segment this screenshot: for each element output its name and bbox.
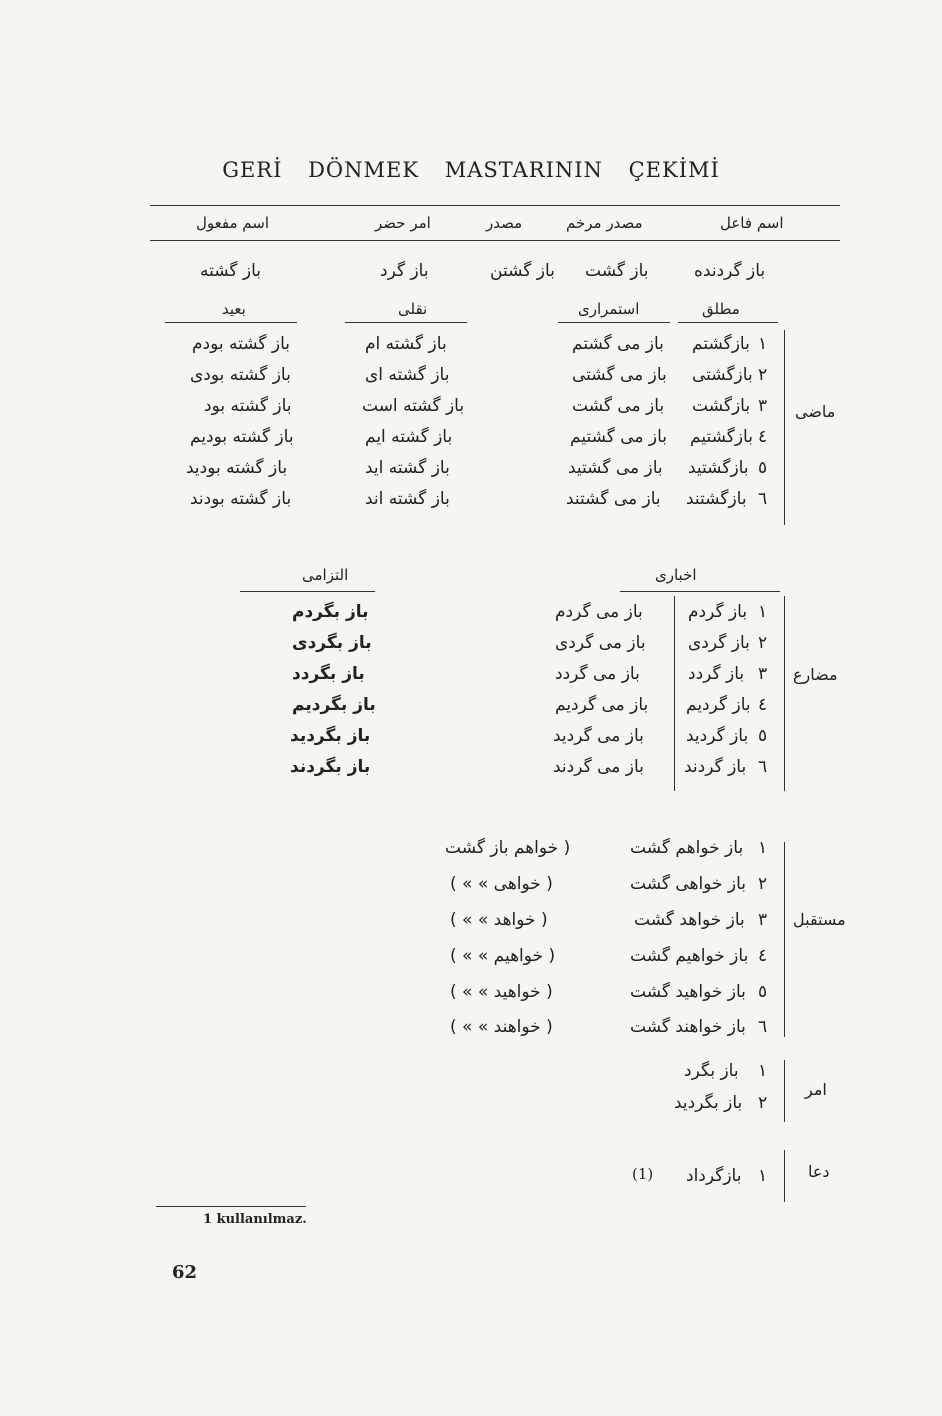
mudari-a-cell: باز گردی: [688, 633, 750, 653]
header-ism-fail: اسم فاعل: [720, 214, 784, 232]
mustaqbal-a-cell: باز خواهند گشت: [630, 1017, 746, 1037]
madi-baid-cell: باز گشته بودید: [186, 458, 288, 478]
mudari-b-cell: باز می گردد: [555, 664, 640, 684]
mudari-c-cell: باز بگردد: [292, 664, 365, 684]
header-masdar: مصدر: [486, 214, 523, 232]
madi-mutlaq-cell: بازگشتی: [692, 365, 753, 385]
dua-label: دعا: [808, 1162, 830, 1181]
madi-naqli-cell: باز گشته اند: [365, 489, 450, 509]
mudari-a-cell: باز گردید: [686, 726, 749, 746]
mudari-b-cell: باز می گردید: [553, 726, 644, 746]
mustaqbal-bracket: [784, 842, 785, 1037]
mudari-inner-rule: [674, 596, 675, 791]
madi-istimrari-cell: باز می گشت: [572, 396, 665, 416]
mudari-c-cell: باز بگردید: [290, 726, 371, 746]
mustaqbal-b-cell: ( خواهم باز گشت: [445, 838, 571, 858]
mustaqbal-b-cell: ( خواهید » » ): [450, 982, 553, 1002]
page-title: GERİ DÖNMEK MASTARININ ÇEKİMİ: [222, 158, 720, 182]
mudari-c-cell: باز بگردیم: [292, 695, 376, 715]
form-amr-hazir: باز گرد: [380, 261, 429, 281]
mudari-row-number: ۱: [758, 602, 768, 622]
mudari-c-cell: باز بگردند: [290, 757, 371, 777]
mudari-a-cell: باز گردد: [688, 664, 745, 684]
mustaqbal-row-number: ۲: [758, 874, 768, 894]
madi-mutlaq-cell: بازگشتند: [686, 489, 747, 509]
dua-bracket: [784, 1150, 785, 1202]
dua-footnote-ref: (1): [632, 1165, 654, 1183]
header-amr-hazir: امر حضر: [375, 214, 431, 232]
dua-row-number: ۱: [758, 1166, 768, 1186]
footnote: 1 kullanılmaz.: [203, 1212, 307, 1227]
mudari-b-cell: باز می گردند: [553, 757, 644, 777]
madi-baid-cell: باز گشته بودند: [190, 489, 292, 509]
mudari-a-cell: باز گردیم: [686, 695, 751, 715]
madi-col-baid: بعید: [222, 300, 246, 318]
header-bottom-rule: [150, 240, 840, 241]
madi-naqli-cell: باز گشته ایم: [365, 427, 453, 447]
amr-a-cell: باز بگرد: [684, 1061, 739, 1081]
mudari-ikhbari-rule: [620, 591, 780, 592]
mudari-iltizami-rule: [240, 591, 375, 592]
mustaqbal-row-number: ٥: [758, 982, 768, 1002]
mudari-row-number: ۳: [758, 664, 768, 684]
madi-istimrari-cell: باز می گشتم: [572, 334, 664, 354]
mustaqbal-b-cell: ( خواهی » » ): [450, 874, 553, 894]
mudari-b-cell: باز می گردی: [555, 633, 646, 653]
madi-label: ماضی: [795, 402, 836, 421]
mustaqbal-row-number: ٤: [758, 946, 768, 966]
madi-istimrari-rule: [558, 322, 670, 323]
madi-istimrari-cell: باز می گشتند: [566, 489, 661, 509]
footnote-rule: [156, 1206, 306, 1207]
madi-row-number: ۳: [758, 396, 768, 416]
form-masdar: باز گشتن: [490, 261, 555, 281]
mustaqbal-a-cell: باز خواهم گشت: [630, 838, 744, 858]
mudari-label: مضارع: [793, 665, 838, 684]
mudari-row-number: ۲: [758, 633, 768, 653]
amr-a-cell: باز بگردید: [674, 1093, 743, 1113]
mustaqbal-b-cell: ( خواهد » » ): [450, 910, 548, 930]
mustaqbal-b-cell: ( خواهند » » ): [450, 1017, 553, 1037]
mudari-col-ikhbari: اخباری: [655, 566, 697, 584]
amr-row-number: ۲: [758, 1093, 768, 1113]
madi-baid-rule: [165, 322, 297, 323]
madi-istimrari-cell: باز می گشتید: [568, 458, 663, 478]
mustaqbal-a-cell: باز خواهد گشت: [634, 910, 745, 930]
form-masdar-murakhkham: باز گشت: [585, 261, 649, 281]
mustaqbal-a-cell: باز خواهیم گشت: [630, 946, 749, 966]
madi-naqli-rule: [345, 322, 467, 323]
amr-label: امر: [805, 1080, 827, 1099]
dua-a-cell: بازگرداد: [686, 1166, 742, 1186]
amr-bracket: [784, 1060, 785, 1122]
mustaqbal-row-number: ۳: [758, 910, 768, 930]
madi-row-number: ۱: [758, 334, 768, 354]
madi-istimrari-cell: باز می گشتیم: [570, 427, 668, 447]
mustaqbal-row-number: ۱: [758, 838, 768, 858]
header-ism-mafool: اسم مفعول: [196, 214, 269, 232]
madi-mutlaq-rule: [678, 322, 778, 323]
mustaqbal-label: مستقبل: [793, 910, 846, 929]
mudari-b-cell: باز می گردیم: [555, 695, 649, 715]
mudari-a-cell: باز گردند: [684, 757, 747, 777]
madi-naqli-cell: باز گشته اید: [365, 458, 450, 478]
amr-row-number: ۱: [758, 1061, 768, 1081]
madi-row-number: ٥: [758, 458, 768, 478]
mustaqbal-a-cell: باز خواهی گشت: [630, 874, 747, 894]
madi-bracket: [784, 330, 785, 525]
mudari-row-number: ٦: [758, 757, 768, 777]
form-ism-fail: باز گردنده: [694, 261, 766, 281]
madi-baid-cell: باز گشته بود: [204, 396, 292, 416]
madi-baid-cell: باز گشته بودم: [192, 334, 291, 354]
madi-row-number: ۲: [758, 365, 768, 385]
madi-mutlaq-cell: بازگشت: [692, 396, 751, 416]
mustaqbal-b-cell: ( خواهیم » » ): [450, 946, 556, 966]
mudari-c-cell: باز بگردی: [292, 633, 372, 653]
madi-row-number: ٦: [758, 489, 768, 509]
mudari-row-number: ٥: [758, 726, 768, 746]
mudari-bracket: [784, 596, 785, 791]
madi-col-mutlaq: مطلق: [702, 300, 740, 318]
header-top-rule: [150, 205, 840, 206]
mudari-b-cell: باز می گردم: [555, 602, 643, 622]
madi-baid-cell: باز گشته بودی: [190, 365, 291, 385]
madi-col-istimrari: استمراری: [578, 300, 640, 318]
madi-naqli-cell: باز گشته ای: [365, 365, 450, 385]
mudari-col-iltizami: التزامی: [302, 566, 349, 584]
madi-naqli-cell: باز گشته است: [362, 396, 465, 416]
madi-mutlaq-cell: بازگشتید: [688, 458, 749, 478]
mudari-row-number: ٤: [758, 695, 768, 715]
mustaqbal-a-cell: باز خواهید گشت: [630, 982, 746, 1002]
madi-istimrari-cell: باز می گشتی: [572, 365, 667, 385]
madi-mutlaq-cell: بازگشتیم: [690, 427, 753, 447]
form-ism-mafool: باز گشته: [200, 261, 262, 281]
mudari-c-cell: باز بگردم: [292, 602, 369, 622]
madi-col-naqli: نقلی: [398, 300, 428, 318]
madi-naqli-cell: باز گشته ام: [365, 334, 447, 354]
page-number: 62: [172, 1262, 198, 1283]
madi-row-number: ٤: [758, 427, 768, 447]
mustaqbal-row-number: ٦: [758, 1017, 768, 1037]
mudari-a-cell: باز گردم: [688, 602, 748, 622]
madi-mutlaq-cell: بازگشتم: [692, 334, 750, 354]
header-masdar-murakhkham: مصدر مرخم: [566, 214, 643, 232]
madi-baid-cell: باز گشته بودیم: [190, 427, 294, 447]
